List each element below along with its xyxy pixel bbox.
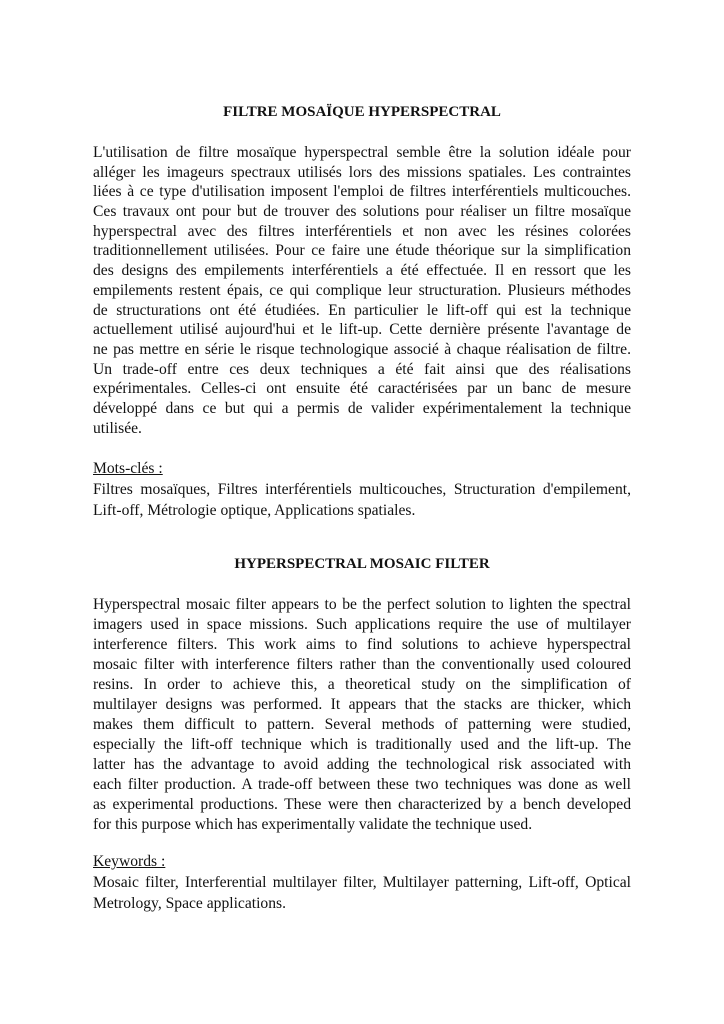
- abstract-line: mosaic filter with interference filters rather than the conventionally used coloured: [93, 656, 631, 673]
- abstract-line: imagers used in space missions. Such applications require the use of multilayer: [93, 616, 631, 633]
- abstract-line: empilements restent épais, ce qui complique leur structuration. Plusieurs méthodes: [93, 281, 631, 299]
- abstract-line: multilayer designs was performed. It appears that the stacks are thicker, which: [93, 696, 631, 713]
- abstract-line: makes them difficult to pattern. Several methods of patterning were studied,: [93, 716, 631, 733]
- abstract-line: liées à ce type d'utilisation imposent l'emploi de filtres interférentiels multicouches.: [93, 183, 631, 201]
- keywords-line: Metrology, Space applications.: [93, 895, 286, 912]
- english-abstract: [93, 595, 631, 835]
- abstract-line: Hyperspectral mosaic filter appears to be the perfect solution to lighten the spectral: [93, 596, 631, 613]
- abstract-line: développé dans ce but qui a permis de valider expérimentalement la technique: [93, 399, 631, 417]
- abstract-line: as experimental productions. These were then characterized by a bench developed: [93, 796, 631, 813]
- abstract-line: expérimentales. Celles-ci ont ensuite été caractérisées par un banc de mesure: [93, 380, 631, 398]
- abstract-line: de structurations ont été étudiées. En particulier le lift-off qui est la technique: [93, 301, 631, 319]
- french-title: FILTRE MOSAÏQUE HYPERSPECTRAL: [223, 104, 501, 120]
- english-keywords-label: Keywords :: [93, 853, 166, 870]
- keywords-line: Lift-off, Métrologie optique, Applications spatiales.: [93, 502, 416, 519]
- abstract-line: latter has the advantage to avoid adding the technological risk associated with: [93, 756, 631, 773]
- abstract-line: actuellement utilisé aujourd'hui et le lift-up. Cette dernière présente l'avantage de: [93, 321, 631, 339]
- french-keywords: [93, 458, 631, 521]
- abstract-line: Un trade-off entre ces deux techniques a été fait ainsi que des réalisations: [93, 360, 631, 378]
- abstract-line: interference filters. This work aims to find solutions to achieve hyperspectral: [93, 636, 631, 653]
- french-keywords-label: Mots-clés :: [93, 460, 163, 477]
- abstract-line: alléger les imageurs spectraux utilisés lors des missions spatiales. Les contraintes: [93, 163, 631, 181]
- abstract-line: ne pas mettre en série le risque technologique associé à chaque réalisation de filtre.: [93, 340, 631, 358]
- french-abstract: [93, 143, 631, 438]
- abstract-line: for this purpose which has experimentally validate the technique used.: [93, 816, 533, 833]
- abstract-line: traditionnellement utilisées. Pour ce faire une étude théorique sur la simplification: [93, 242, 631, 260]
- english-title: HYPERSPECTRAL MOSAIC FILTER: [234, 556, 490, 572]
- keywords-line: Filtres mosaïques, Filtres interférentiels multicouches, Structuration d'empilement,: [93, 481, 631, 498]
- abstract-line: des designs des empilements interférentiels a été effectuée. Il en ressort que les: [93, 262, 631, 280]
- keywords-line: Mosaic filter, Interferential multilayer filter, Multilayer patterning, Lift-off, Optical: [93, 874, 631, 891]
- abstract-line: hyperspectral avec des filtres interférentiels et non avec les résines colorées: [93, 222, 631, 240]
- abstract-line: Ces travaux ont pour but de trouver des solutions pour réaliser un filtre mosaïque: [93, 203, 631, 221]
- abstract-line: resins. In order to achieve this, a theoretical study on the simplification of: [93, 676, 631, 693]
- abstract-line: L'utilisation de filtre mosaïque hyperspectral semble être la solution idéale pour: [93, 144, 631, 161]
- english-keywords: [93, 851, 631, 914]
- abstract-line: each filter production. A trade-off between these two techniques was done as well: [93, 776, 631, 793]
- abstract-line: especially the lift-off technique which is traditionally used and the lift-up. The: [93, 736, 631, 753]
- abstract-line: utilisée.: [93, 419, 142, 437]
